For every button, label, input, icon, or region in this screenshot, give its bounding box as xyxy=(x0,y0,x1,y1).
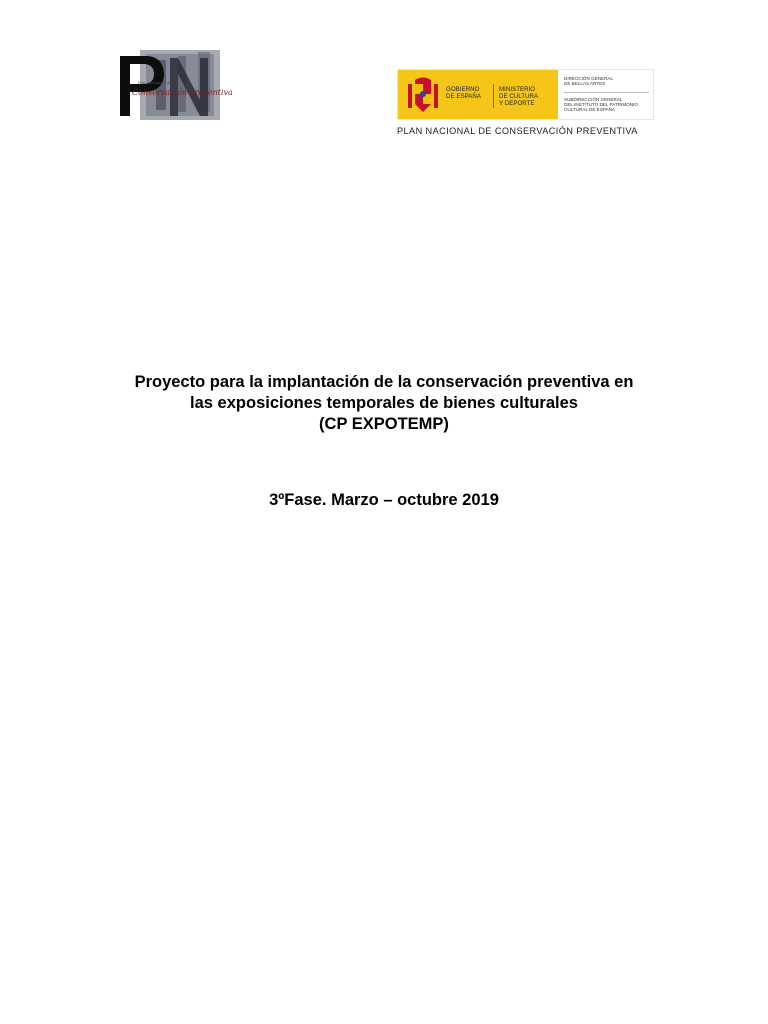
gobierno-label: GOBIERNO DE ESPAÑA xyxy=(446,86,481,100)
phase-subtitle: 3ºFase. Marzo – octubre 2019 xyxy=(269,491,499,509)
gov-white-panel xyxy=(558,70,653,119)
subdireccion-label: SUBDIRECCIÓN GENERAL DEL INSTITUTO DEL PATRIMONIO CULTURAL DE ESPAÑA xyxy=(564,97,638,112)
title-line: las exposiciones temporales de bienes culturales xyxy=(190,394,578,412)
document-title xyxy=(80,372,688,435)
coat-of-arms-icon xyxy=(406,76,440,114)
gov-yellow-panel xyxy=(398,70,558,119)
title-line: (CP EXPOTEMP) xyxy=(319,415,449,433)
ministerio-label: MINISTERIO DE CULTURA Y DEPORTE xyxy=(499,86,539,107)
gov-divider xyxy=(493,84,494,108)
banner-separator xyxy=(564,92,649,93)
pncp-subtitle: Conservación preventiva xyxy=(132,88,233,97)
pncp-logo xyxy=(116,46,233,122)
government-banner xyxy=(397,69,654,120)
plan-nacional-label: PLAN NACIONAL DE CONSERVACIÓN PREVENTIVA xyxy=(397,126,638,136)
pncp-tiny-text: Plan Nacional de xyxy=(138,80,172,85)
direccion-general-label: DIRECCIÓN GENERAL DE BELLAS ARTES xyxy=(564,76,614,86)
title-line: Proyecto para la implantación de la conservación preventiva en xyxy=(134,373,634,391)
